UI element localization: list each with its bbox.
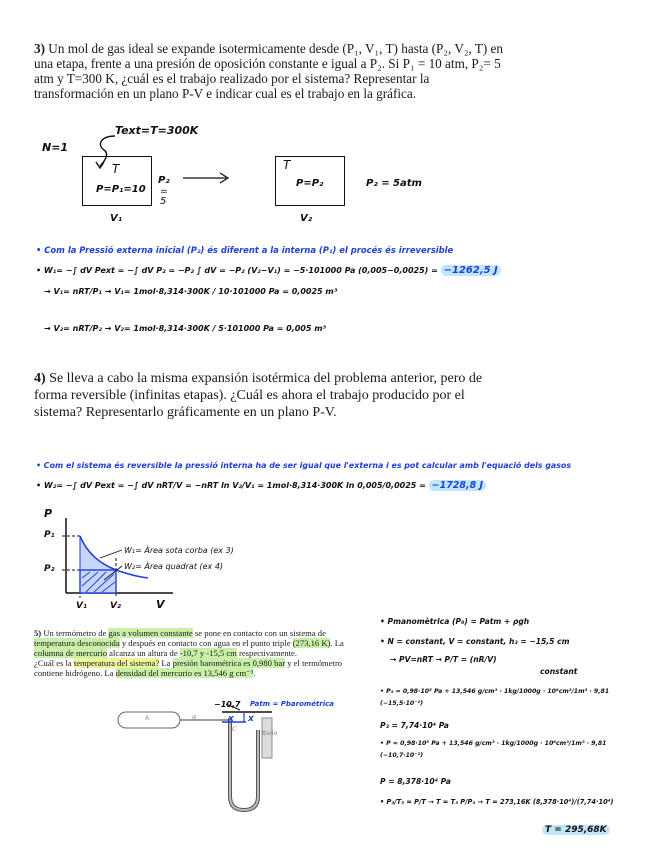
fig-annot: −10,7 <box>214 700 241 709</box>
p5-s2: se pone en contacto con un sistema de <box>192 628 326 638</box>
problem-4-text <box>34 370 514 421</box>
sol3-result: −1262,5 J <box>441 265 501 276</box>
p5-q4: y el termómetro contiene hidrógeno. La <box>34 658 343 678</box>
n-label: N=1 <box>42 141 69 154</box>
problem-5-number: 5) <box>34 628 42 638</box>
fig-patm: Patm = Pbarométrica <box>250 700 335 708</box>
p5-s7: columna de mercurio <box>34 648 108 658</box>
fig-x1: x <box>228 714 234 724</box>
v2-label: V₂ <box>300 213 313 224</box>
p5-s3: temperatura desconocida <box>34 638 120 648</box>
problem-5-text <box>34 628 368 678</box>
sol3-line4 <box>44 324 326 333</box>
sol4-line1-text: Com el sistema és reversible la pressió interna ha de ser igual que l'externa i es pot calcular amb l'equació dels gasos <box>43 461 572 470</box>
problem-4-number: 4) <box>34 371 46 386</box>
sol3-line2-text: W₁= −∫ dV Pext = −∫ dV P₂ = −P₂ ∫ dV = −P₂ (V₂−V₁) = −5·101000 Pa (0,005−0,0025) = <box>43 266 438 275</box>
sol4-line2: • W₂= −∫ dV Pext = −∫ dV nRT/V = −nRT ln V₂/V₁ = 1mol·8,314·300K ln 0,005/0,0025 = −1728,8 J <box>36 480 486 491</box>
p5-q3: presión barométrica es 0,980 bar <box>172 658 286 668</box>
problem-3-text <box>34 41 504 101</box>
p5-s9: -10,7 y -15,5 cm <box>179 648 237 658</box>
sol3-line4c: = 0,005 m³ <box>276 324 327 333</box>
mercury-reservoir <box>262 718 272 758</box>
fig-label-bath: Baño <box>262 730 278 737</box>
note-1: • Pmanomètrica (P₀) = Patm + ρgh <box>380 617 530 626</box>
pv-ylabel: P <box>44 507 53 520</box>
pv-legend-1: W₁= Àrea sota corba (ex 3) <box>124 546 234 555</box>
box1-p: P=P₁=10 <box>96 184 146 195</box>
box1-t: T <box>112 162 120 176</box>
p5-q6: . <box>253 668 256 678</box>
note-2: • N = constant, V = constant, h₃ = −15,5 cm <box>380 637 570 646</box>
sol4-result: −1728,8 J <box>429 480 486 491</box>
p5-s8: alcanza un altura de <box>107 648 180 658</box>
fig-label-b: B <box>192 715 197 722</box>
area-under-curve <box>80 536 116 593</box>
pv-p1: P₁ <box>44 530 55 540</box>
arrow-1 <box>100 550 122 558</box>
sol3-line3a: → V₁= nRT/P₁ → V₁= <box>44 287 131 296</box>
piston-p2-eq: = <box>160 187 168 197</box>
sol3-line4a: → V₂= nRT/P₂ → V₂= <box>44 324 131 333</box>
fig-label-a: A <box>145 715 150 722</box>
note-5: P₃ = 7,74·10⁴ Pa <box>380 721 449 730</box>
sol3-line3b: 1mol·8,314·300K / 10·101000 Pa <box>133 287 280 296</box>
sol3-line3c: = 0,0025 m³ <box>282 287 338 296</box>
note-3: → PV=nRT → P/T = (nR/V) <box>390 655 497 664</box>
p5-q5: densidad del mercurio es 13,546 g cm⁻³ <box>115 668 254 678</box>
p5-s4: y después en contacto con agua en el punto triple <box>119 638 293 648</box>
fig-label-c: C <box>232 726 237 733</box>
sol3-line1: • Com la Pressió externa inicial (P₂) és diferent a la interna (P₁) el procés és irreversible <box>36 245 454 255</box>
pv-legend-2: W₂= Àrea quadrat (ex 4) <box>124 562 224 571</box>
box2-p: P=P₂ <box>296 178 324 189</box>
note-3b: constant <box>540 667 578 676</box>
note-6: • P = 0,98·10⁵ Pa + 13,546 g/cm³ · 1kg/1000g · 10⁶cm³/1m³ · 9,81 (−10,7·10⁻²) <box>380 740 607 759</box>
problem-3-statement: Un mol de gas ideal se expande isotermicamente desde (P₁, V₁, T) hasta (P₂, V₂, T) en una etapa, frente a una presión de oposición constante e igual a P₂. Si P₁ = 10 atm, P₂= 5 atm y T=300 K, ¿cuál es el trabajo realizado por el sistema? Representar la transformación en un plano P-V e indicar cual es el trabajo en la gráfica. <box>34 41 503 101</box>
pv-p2: P₂ <box>44 564 55 574</box>
problem-3-number: 3) <box>34 41 45 56</box>
sol4-line1: • Com el sistema és reversible la pressió interna ha de ser igual que l'externa i es pot calcular amb l'equació dels gasos <box>36 461 572 470</box>
piston-p2-val: 5 <box>160 196 167 207</box>
p5-s1: gas a volumen constante <box>108 628 193 638</box>
process-arrow <box>182 172 230 184</box>
sol3-line1-text: Com la Pressió externa inicial (P₂) és diferent a la interna (P₁) el procés és irreversible <box>44 245 454 255</box>
pv-xlabel: V <box>156 598 165 611</box>
p5-q0: ¿Cuál es la <box>34 658 74 668</box>
note-7: P = 8,378·10⁴ Pa <box>380 777 451 786</box>
fig-x2: x <box>248 714 254 724</box>
note-4: • P₃ = 0,98·10⁵ Pa + 13,546 g/cm³ · 1kg/1000g · 10⁶cm³/1m³ · 9,81 (−15,5·10⁻²) <box>380 688 610 707</box>
note-8: • P₃/T₃ = P/T → T = T₃ P/P₃ → T = 273,16K (8,378·10⁴)/(7,74·10⁴) <box>380 798 614 806</box>
p5-q1: temperatura del sistema? <box>73 658 160 668</box>
sol3-line4b: 1mol·8,314·300K / 5·101000 Pa <box>133 324 274 333</box>
text-top-label: Text=T=300K <box>115 124 199 137</box>
pv-v1: V₁ <box>76 601 87 611</box>
problem-4-statement: Se lleva a cabo la misma expansión isotérmica del problema anterior, pero de forma reversible (infinitas etapas). ¿Cuál es ahora el trabajo producido por el sistema? Representarlo gráficamente en un plano P-V. <box>34 371 483 420</box>
piston-p2: P₂ <box>158 175 170 186</box>
box2-t: T <box>283 158 291 172</box>
p5-s0: Un termómetro de <box>43 628 109 638</box>
notes-5 <box>380 616 650 808</box>
p5-s6: . La <box>330 638 344 648</box>
pv-v2: V₂ <box>110 601 121 611</box>
sol4-line2-text: W₂= −∫ dV Pext = −∫ dV nRT/V = −nRT ln V₂/V₁ = 1mol·8,314·300K ln 0,005/0,0025 = <box>43 481 426 490</box>
sol3-line3 <box>44 287 337 296</box>
p5-q2: La <box>159 658 173 668</box>
v1-label: V₁ <box>110 213 123 224</box>
sol3-line2: • W₁= −∫ dV Pext = −∫ dV P₂ = −P₂ ∫ dV = −P₂ (V₂−V₁) = −5·101000 Pa (0,005−0,0025) = −1262,5 J <box>36 265 501 276</box>
p5-s5: (273,16 K) <box>292 638 331 648</box>
p5-result: T = 295,68K <box>542 825 610 835</box>
p2-atm-label: P₂ = 5atm <box>366 178 422 189</box>
p5-s10: respectivamente. <box>236 648 297 658</box>
thermometer-figure <box>108 700 318 820</box>
